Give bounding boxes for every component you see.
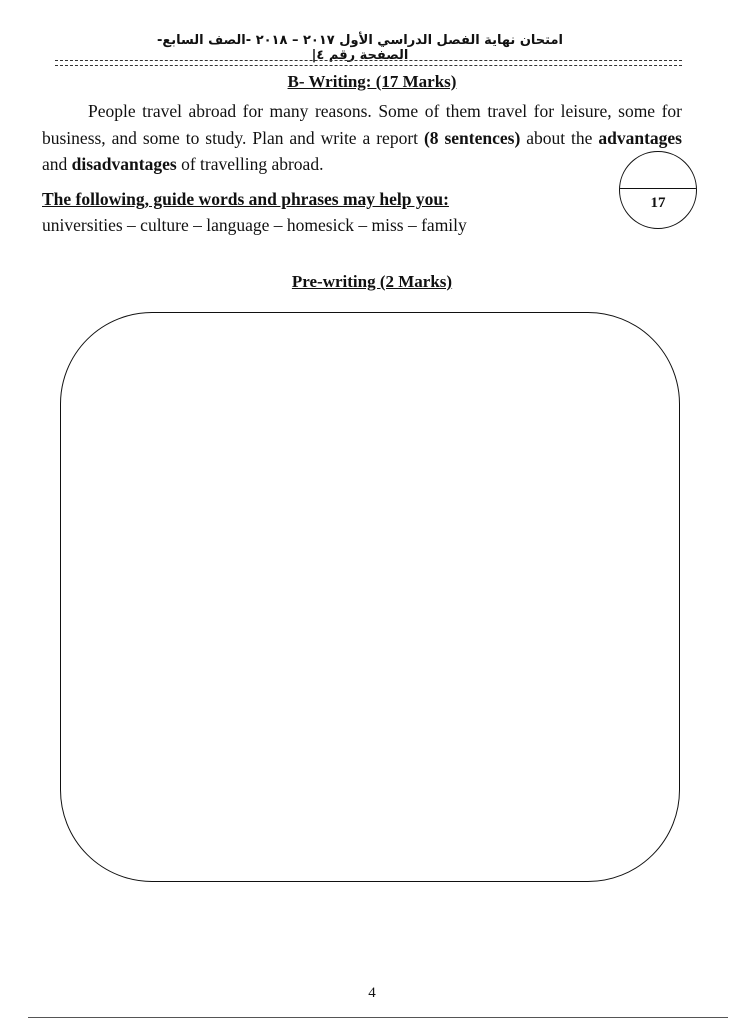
page-number: 4 xyxy=(368,985,376,1001)
prewriting-answer-box[interactable] xyxy=(60,312,680,882)
prompt-text-4: of travelling abroad. xyxy=(176,154,324,174)
score-total: 17 xyxy=(650,195,666,211)
prewriting-title: Pre-writing (2 Marks) xyxy=(291,272,453,291)
section-title: B- Writing: (17 Marks) xyxy=(287,72,457,91)
prompt-advantages: advantages xyxy=(598,127,682,148)
score-box xyxy=(619,151,697,229)
prompt-text-1: People travel abroad for many reasons. Some of them travel for leisure, some for business, and some to study. Plan and write a report xyxy=(42,101,682,148)
guide-words: universities – culture – language – homesick – miss – family xyxy=(42,215,467,235)
guide-heading: The following, guide words and phrases may help you: xyxy=(42,189,449,209)
prompt-disadvantages: disadvantages xyxy=(71,154,177,174)
prompt-sentence-count: (8 sentences) xyxy=(423,127,521,148)
header-divider xyxy=(55,60,682,66)
header-title: امتحان نهاية الفصل الدراسي الأول ٢٠١٧ – ٢٠١٨ -الصف السابع- الصفحة رقم ٤| xyxy=(157,33,563,63)
score-divider xyxy=(620,188,696,189)
writing-prompt xyxy=(42,98,682,178)
footer-divider xyxy=(28,1017,728,1018)
prompt-text-3: and xyxy=(42,154,72,174)
prompt-text-2: about the xyxy=(520,127,599,148)
